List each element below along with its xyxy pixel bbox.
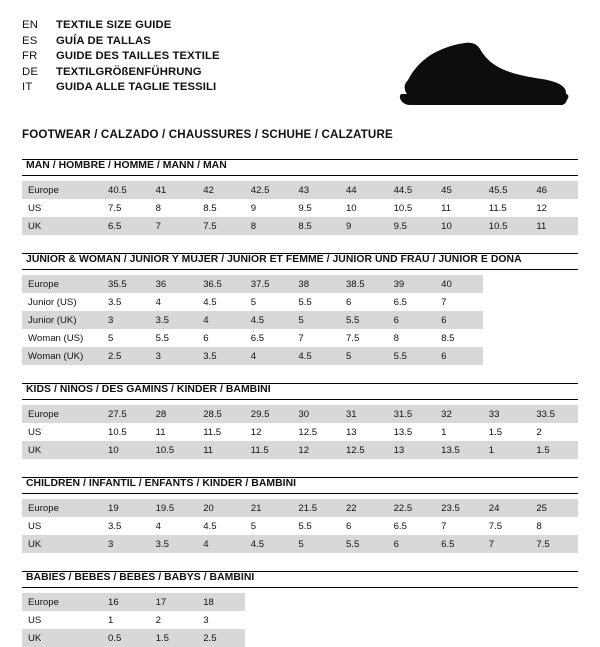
row-label: UK xyxy=(22,217,102,235)
size-cell: 5.5 xyxy=(388,347,436,365)
size-cell: 1 xyxy=(483,441,531,459)
size-cell: 11 xyxy=(530,217,578,235)
size-cell: 2.5 xyxy=(197,629,245,647)
size-cell: 10 xyxy=(102,441,150,459)
size-cell: 19.5 xyxy=(150,499,198,517)
size-cell: 4.5 xyxy=(197,517,245,535)
size-cell: 4.5 xyxy=(245,311,293,329)
document-header xyxy=(22,18,578,114)
size-cell xyxy=(245,611,293,629)
size-cell xyxy=(530,329,578,347)
table-row xyxy=(22,535,578,553)
table-row xyxy=(22,611,578,629)
size-cell: 10.5 xyxy=(388,199,436,217)
row-label: US xyxy=(22,611,102,629)
size-cell: 8 xyxy=(150,199,198,217)
size-cell: 11.5 xyxy=(197,423,245,441)
row-label: Europe xyxy=(22,593,102,611)
group-title: CHILDREN / INFANTIL / ENFANTS / KINDER / BAMBINI xyxy=(26,478,297,489)
size-cell: 7.5 xyxy=(340,329,388,347)
size-cell: 45.5 xyxy=(483,181,531,199)
size-cell: 7 xyxy=(435,293,483,311)
size-cell: 4 xyxy=(150,517,198,535)
dress-shoe-icon xyxy=(380,34,570,114)
row-label: Woman (UK) xyxy=(22,347,102,365)
size-cell: 4.5 xyxy=(292,347,340,365)
size-cell: 1.5 xyxy=(530,441,578,459)
size-cell: 13 xyxy=(388,441,436,459)
size-cell: 20 xyxy=(197,499,245,517)
table-row xyxy=(22,593,578,611)
footwear-section-title: FOOTWEAR / CALZADO / CHAUSSURES / SCHUHE / CALZATURE xyxy=(22,128,393,141)
size-cell: 22.5 xyxy=(388,499,436,517)
group-divider xyxy=(22,587,578,588)
size-cell: 10.5 xyxy=(102,423,150,441)
size-cell: 6 xyxy=(340,517,388,535)
size-cell: 11.5 xyxy=(483,199,531,217)
size-cell: 7.5 xyxy=(483,517,531,535)
group-title: MAN / HOMBRE / HOMME / MANN / MAN xyxy=(26,160,227,171)
size-cell xyxy=(530,347,578,365)
row-label: US xyxy=(22,199,102,217)
size-cell: 6.5 xyxy=(245,329,293,347)
size-cell: 3 xyxy=(102,311,150,329)
size-cell: 39 xyxy=(388,275,436,293)
size-cell: 9.5 xyxy=(388,217,436,235)
language-code: DE xyxy=(22,65,39,78)
language-title: TEXTILE SIZE GUIDE xyxy=(56,19,172,31)
size-cell: 21.5 xyxy=(292,499,340,517)
language-code: EN xyxy=(22,19,39,31)
row-label: US xyxy=(22,423,102,441)
size-cell xyxy=(483,275,531,293)
size-cell: 35.5 xyxy=(102,275,150,293)
size-cell: 12 xyxy=(530,199,578,217)
size-cell xyxy=(340,611,388,629)
size-cell: 7 xyxy=(435,517,483,535)
row-label: UK xyxy=(22,441,102,459)
row-label: Junior (US) xyxy=(22,293,102,311)
size-group-kids xyxy=(22,383,578,459)
size-table xyxy=(22,593,578,647)
size-table xyxy=(22,275,578,365)
size-cell: 3 xyxy=(150,347,198,365)
group-divider xyxy=(22,269,578,270)
size-cell: 2 xyxy=(150,611,198,629)
size-cell xyxy=(292,611,340,629)
size-cell: 33.5 xyxy=(530,405,578,423)
size-cell xyxy=(483,329,531,347)
language-row xyxy=(22,65,220,81)
size-cell xyxy=(530,293,578,311)
size-cell: 31.5 xyxy=(388,405,436,423)
size-cell: 6 xyxy=(197,329,245,347)
size-cell xyxy=(530,629,578,647)
size-cell: 8 xyxy=(530,517,578,535)
size-cell xyxy=(483,611,531,629)
row-label: Junior (UK) xyxy=(22,311,102,329)
group-divider xyxy=(22,175,578,176)
row-label: Europe xyxy=(22,499,102,517)
size-cell: 7 xyxy=(150,217,198,235)
row-label: UK xyxy=(22,535,102,553)
size-cell: 12 xyxy=(292,441,340,459)
row-label: UK xyxy=(22,629,102,647)
size-cell: 19 xyxy=(102,499,150,517)
size-cell: 3.5 xyxy=(102,517,150,535)
size-cell: 13 xyxy=(340,423,388,441)
size-cell: 36.5 xyxy=(197,275,245,293)
size-cell: 8.5 xyxy=(435,329,483,347)
size-cell: 11 xyxy=(197,441,245,459)
size-cell: 10.5 xyxy=(150,441,198,459)
size-cell: 42.5 xyxy=(245,181,293,199)
size-table xyxy=(22,181,578,235)
table-row xyxy=(22,311,578,329)
size-cell: 6 xyxy=(388,535,436,553)
table-row xyxy=(22,293,578,311)
size-cell: 4 xyxy=(197,535,245,553)
size-cell: 5 xyxy=(292,535,340,553)
table-row xyxy=(22,217,578,235)
size-cell xyxy=(530,311,578,329)
size-cell: 2.5 xyxy=(102,347,150,365)
size-group-babies xyxy=(22,571,578,647)
size-table xyxy=(22,405,578,459)
size-cell: 29.5 xyxy=(245,405,293,423)
size-cell: 33 xyxy=(483,405,531,423)
size-cell: 0.5 xyxy=(102,629,150,647)
size-cell: 27.5 xyxy=(102,405,150,423)
size-cell: 11 xyxy=(435,199,483,217)
size-group-man xyxy=(22,159,578,235)
table-row xyxy=(22,517,578,535)
row-label: Europe xyxy=(22,181,102,199)
language-title: GUIDA ALLE TAGLIE TESSILI xyxy=(56,81,217,93)
size-cell: 13.5 xyxy=(435,441,483,459)
size-cell xyxy=(245,593,293,611)
size-cell: 1 xyxy=(435,423,483,441)
size-cell: 3 xyxy=(197,611,245,629)
size-cell: 4 xyxy=(245,347,293,365)
size-cell xyxy=(483,593,531,611)
size-cell: 45 xyxy=(435,181,483,199)
size-cell: 42 xyxy=(197,181,245,199)
size-cell: 44.5 xyxy=(388,181,436,199)
size-cell: 41 xyxy=(150,181,198,199)
row-label: Europe xyxy=(22,275,102,293)
size-cell: 1.5 xyxy=(150,629,198,647)
size-cell: 40 xyxy=(435,275,483,293)
language-code: ES xyxy=(22,34,38,47)
size-cell: 5 xyxy=(340,347,388,365)
size-cell: 16 xyxy=(102,593,150,611)
language-code: FR xyxy=(22,50,38,62)
size-cell: 8 xyxy=(245,217,293,235)
size-cell: 11 xyxy=(150,423,198,441)
size-cell: 36 xyxy=(150,275,198,293)
size-cell: 38 xyxy=(292,275,340,293)
table-row xyxy=(22,329,578,347)
group-title: BABIES / BEBÉS / BÉBÉS / BABYS / BAMBINI xyxy=(26,572,255,583)
size-cell: 5 xyxy=(102,329,150,347)
size-cell: 44 xyxy=(340,181,388,199)
size-cell xyxy=(530,593,578,611)
size-group-children xyxy=(22,477,578,553)
table-row xyxy=(22,199,578,217)
size-cell xyxy=(483,293,531,311)
size-cell: 3 xyxy=(102,535,150,553)
size-cell: 5.5 xyxy=(292,517,340,535)
size-table xyxy=(22,499,578,553)
size-cell xyxy=(483,311,531,329)
size-cell: 3.5 xyxy=(102,293,150,311)
size-cell: 7.5 xyxy=(530,535,578,553)
size-cell: 11.5 xyxy=(245,441,293,459)
size-group-junior-woman xyxy=(22,253,578,365)
size-cell: 8.5 xyxy=(197,199,245,217)
size-cell: 7 xyxy=(483,535,531,553)
size-cell: 5.5 xyxy=(150,329,198,347)
size-cell: 10 xyxy=(435,217,483,235)
table-row xyxy=(22,275,578,293)
group-divider xyxy=(22,493,578,494)
size-cell: 1.5 xyxy=(483,423,531,441)
language-title-list xyxy=(22,18,220,96)
language-title: GUIDE DES TAILLES TEXTILE xyxy=(56,50,220,62)
language-row xyxy=(22,34,220,50)
size-cell xyxy=(388,629,436,647)
size-cell: 23.5 xyxy=(435,499,483,517)
size-cell: 13.5 xyxy=(388,423,436,441)
size-cell: 17 xyxy=(150,593,198,611)
size-cell: 37.5 xyxy=(245,275,293,293)
row-label: Europe xyxy=(22,405,102,423)
size-cell: 7.5 xyxy=(102,199,150,217)
group-divider xyxy=(22,399,578,400)
size-cell xyxy=(435,611,483,629)
size-cell: 28.5 xyxy=(197,405,245,423)
row-label: Woman (US) xyxy=(22,329,102,347)
size-cell: 46 xyxy=(530,181,578,199)
size-cell: 5 xyxy=(292,311,340,329)
size-cell: 1 xyxy=(102,611,150,629)
size-cell: 8 xyxy=(388,329,436,347)
size-cell: 4.5 xyxy=(197,293,245,311)
size-cell: 12.5 xyxy=(340,441,388,459)
size-cell: 28 xyxy=(150,405,198,423)
size-cell: 31 xyxy=(340,405,388,423)
size-cell: 6 xyxy=(388,311,436,329)
size-cell xyxy=(340,593,388,611)
size-cell: 3.5 xyxy=(197,347,245,365)
size-cell xyxy=(483,347,531,365)
size-cell: 10.5 xyxy=(483,217,531,235)
size-cell xyxy=(292,593,340,611)
size-cell: 5.5 xyxy=(292,293,340,311)
size-cell xyxy=(530,275,578,293)
size-cell xyxy=(292,629,340,647)
table-row xyxy=(22,181,578,199)
size-cell: 8.5 xyxy=(292,217,340,235)
size-cell: 5.5 xyxy=(340,535,388,553)
size-cell xyxy=(388,611,436,629)
size-cell: 9 xyxy=(340,217,388,235)
table-row xyxy=(22,347,578,365)
size-cell: 7 xyxy=(292,329,340,347)
size-cell: 5 xyxy=(245,517,293,535)
size-cell: 43 xyxy=(292,181,340,199)
size-tables-container xyxy=(22,159,578,647)
size-cell: 3.5 xyxy=(150,535,198,553)
table-row xyxy=(22,629,578,647)
size-cell: 25 xyxy=(530,499,578,517)
language-row xyxy=(22,18,220,34)
size-cell: 2 xyxy=(530,423,578,441)
group-title: KIDS / NIÑOS / DES GAMINS / KINDER / BAMBINI xyxy=(26,384,271,395)
size-cell: 24 xyxy=(483,499,531,517)
size-cell: 6.5 xyxy=(102,217,150,235)
size-cell: 6 xyxy=(435,311,483,329)
size-cell xyxy=(435,593,483,611)
size-cell xyxy=(530,611,578,629)
size-cell: 5.5 xyxy=(340,311,388,329)
language-row xyxy=(22,80,220,96)
row-label: US xyxy=(22,517,102,535)
size-cell xyxy=(435,629,483,647)
size-cell: 3.5 xyxy=(150,311,198,329)
size-cell: 22 xyxy=(340,499,388,517)
size-cell: 21 xyxy=(245,499,293,517)
table-row xyxy=(22,423,578,441)
size-cell: 6.5 xyxy=(388,517,436,535)
size-cell: 6.5 xyxy=(388,293,436,311)
size-cell xyxy=(388,593,436,611)
size-cell: 18 xyxy=(197,593,245,611)
size-cell: 10 xyxy=(340,199,388,217)
size-cell: 38.5 xyxy=(340,275,388,293)
size-cell: 5 xyxy=(245,293,293,311)
table-row xyxy=(22,405,578,423)
size-cell: 4 xyxy=(150,293,198,311)
size-cell xyxy=(245,629,293,647)
table-row xyxy=(22,441,578,459)
size-cell: 6 xyxy=(340,293,388,311)
size-cell: 6 xyxy=(435,347,483,365)
language-row xyxy=(22,49,220,65)
size-cell: 7.5 xyxy=(197,217,245,235)
table-row xyxy=(22,499,578,517)
size-cell xyxy=(340,629,388,647)
size-cell: 9.5 xyxy=(292,199,340,217)
language-title: GUÍA DE TALLAS xyxy=(56,34,151,47)
size-cell: 12.5 xyxy=(292,423,340,441)
size-cell: 6.5 xyxy=(435,535,483,553)
size-cell: 9 xyxy=(245,199,293,217)
language-title: TEXTILGRÖßENFÜHRUNG xyxy=(56,65,202,78)
size-cell: 40.5 xyxy=(102,181,150,199)
size-cell: 4.5 xyxy=(245,535,293,553)
size-cell: 12 xyxy=(245,423,293,441)
group-title: JUNIOR & WOMAN / JUNIOR Y MUJER / JUNIOR ET FEMME / JUNIOR UND FRAU / JUNIOR E DONA xyxy=(26,254,522,265)
size-cell xyxy=(483,629,531,647)
size-cell: 4 xyxy=(197,311,245,329)
size-cell: 30 xyxy=(292,405,340,423)
language-code: IT xyxy=(22,81,33,93)
size-cell: 32 xyxy=(435,405,483,423)
